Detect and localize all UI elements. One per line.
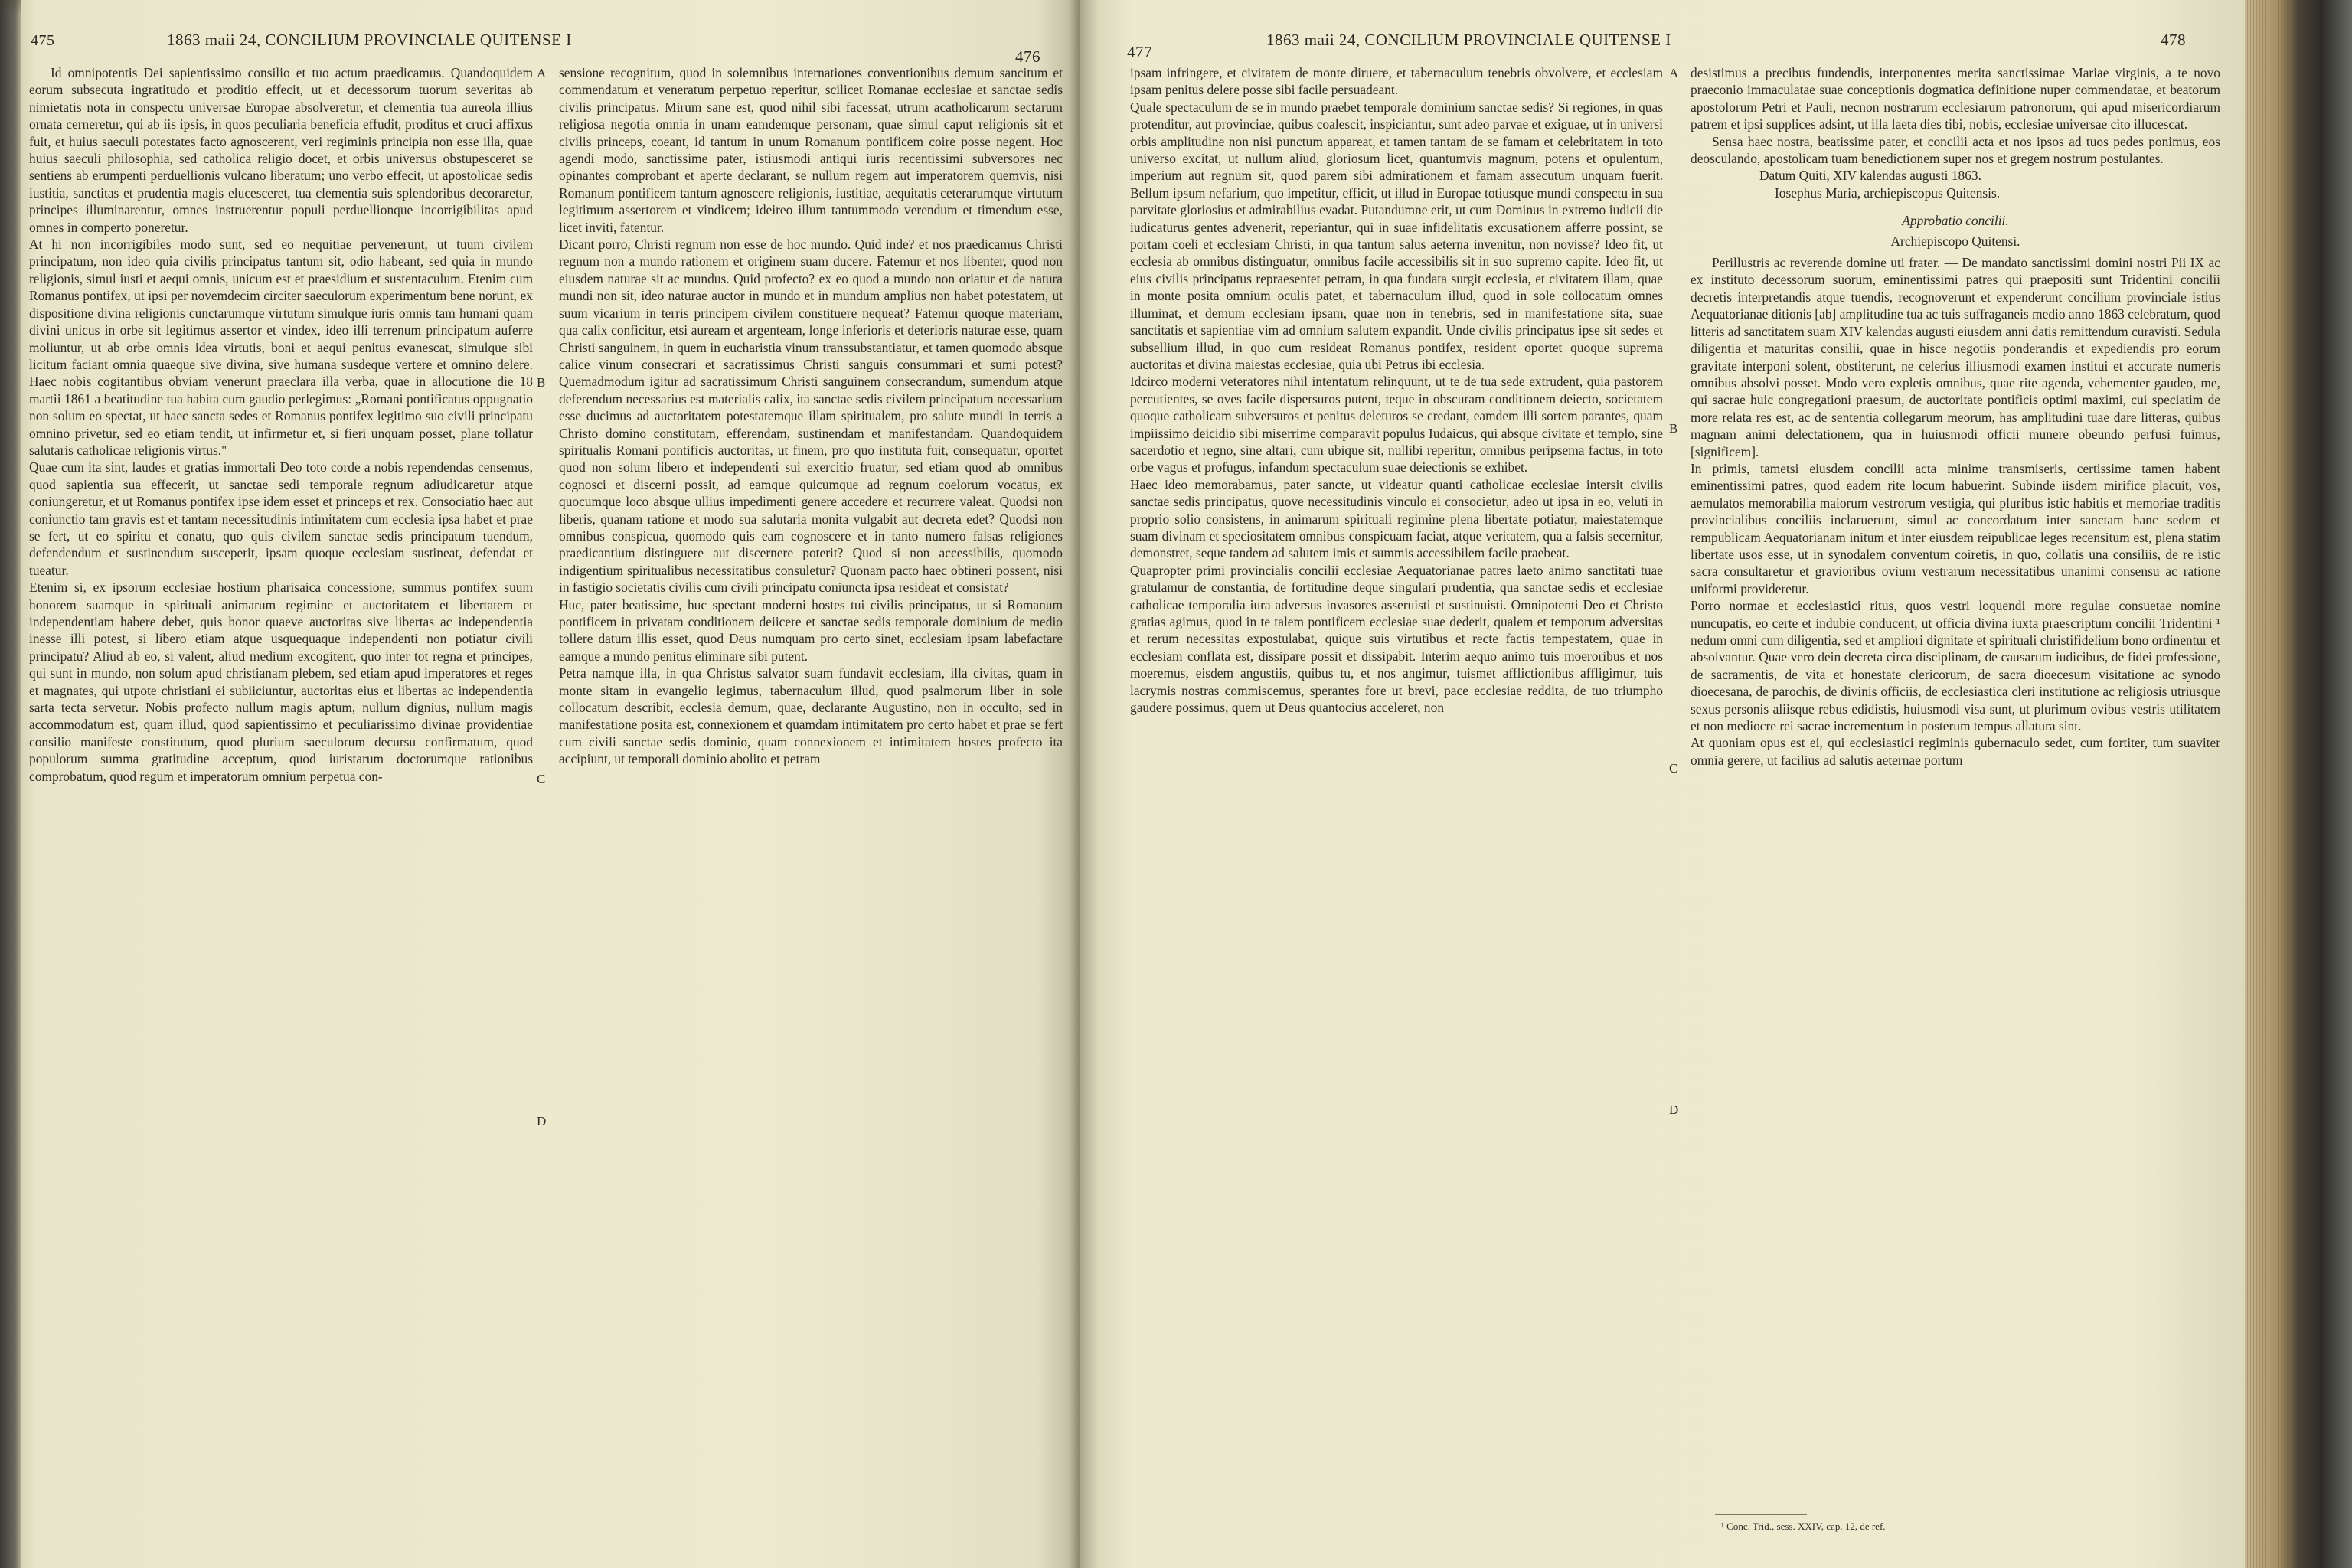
page-number-476: 476	[1015, 47, 1040, 66]
margin-marker-a: A	[1669, 66, 1679, 80]
addressee: Archiepiscopo Quitensi.	[1890, 233, 2020, 249]
text-block: Perillustris ac reverende domine uti frater. — De mandato sanctissimi domini nostri Pii IX ac ex instituto decessorum suorum, eminentissimi patres qui praepositi sunt Tridentini concilii decretis interpretandis atque tuendis, recognoverunt et expenderunt concilium provinciale istius Aequatorianae ditionis [ab] amplitudine tua ac tuis suffraganeis medio anno 1863 celebratum, quod litteris ad sanctitatem suam XIV kalendas augusti eiusdem anni datis remittendum curavisti. Sedula diligentia et maturitas consilii, quae in hisce negotiis ponderandis et expediendis pro eorum gravitate interponi solent, obstiterunt, ne celerius illiusmodi examen institui et accurate numeris omnibus absolvi posset. Modo vero expletis omnibus, quae rite agenda, vehementer gaudeo, me, qui sacrae huic congregationi praesum, de auctoritate pontificis optimi maximi, cui speciatim de more relata res est, ac de sententia collegarum meorum, has amplitudini tuae dare litteras, quibus magnam animi delectationem, qua in huiusmodi officii munere obeundo perfusi fuimus, [significem]. In primis, tametsi eiusdem concilii acta minime transmiseris, certissime tamen habent eminentissimi patres, quod eadem rite locum habuerint. Subinde iisdem mirifice placuit, vos, aemulatos memorabilia maiorum vestrorum vestigia, qui pluribus istic habitis et memoriae traditis provincialibus conciliis inclaruerunt, simul ac concordatum inter sanctam hanc sedem et rempublicam Aequatorianam initum et inter eiusdem reipublicae leges recensitum est, plena statim libertate usos esse, ut in synodalem conventum coiretis, in quo, collatis una consiliis, de re istic sacra consultaretur et gravioribus ovium vestrarum necessitatibus unanimi consensu ac ratione uniformi provideretur. Porro normae et ecclesiastici ritus, quos vestri loquendi more regulae consuetae nomine nuncupatis, eo certe et indubie conducent, ut officia divina iuxta praescriptum concilii Tridentini ¹ nedum omni cum diligentia, sed et ampliori dignitate et spirituali christifidelium bono ordinentur et absolvantur. Quae vero dein decreta circa disciplinam, de causarum iudicibus, de fidei professione, de sacramentis, de vita et honestate clericorum, de sacra dioecesum visitatione ac synodo dioecesana, de parochis, de divinis officiis, de ecclesiastica cleri institutione ac religiosis utriusque sexus personis aliisque rebus edidistis, huiusmodi visa sunt, ut plurimum ovibus vestris utilitatem et non mediocre rei sacrae incrementum in posterum tempus allatura sint. At quoniam opus est ei, qui ecclesiastici regiminis gubernaculo sedet, cum fortiter, tum suaviter omnia gerere, ut facilius ad salutis aeternae portum	[1690, 255, 2220, 768]
page-number-475: 475	[31, 32, 55, 49]
margin-marker-a: A	[537, 66, 547, 80]
left-page-column-b	[559, 64, 1063, 768]
signature-line: Iosephus Maria, archiepiscopus Quitensis.	[1775, 185, 2001, 201]
footnote-rule	[1715, 1514, 1807, 1515]
page-number-477: 477	[1127, 43, 1152, 61]
date-line: Datum Quiti, XIV kalendas augusti 1863.	[1759, 168, 1981, 184]
right-page	[1080, 0, 2251, 1568]
left-page-running-title: 1863 maii 24, CONCILIUM PROVINCIALE QUITENSE I	[167, 31, 572, 49]
page-edge-lines	[2247, 0, 2289, 1568]
margin-marker-c: C	[537, 772, 546, 786]
left-page-header	[31, 31, 55, 50]
text-block: ipsam infringere, et civitatem de monte diruere, et tabernaculum tenebris obvolvere, et ecclesiam ipsam penitus delere posse sibi facile persuadeant. Quale spectaculum de se in mundo praebet temporale dominium sanctae sedis? Si regiones, in quas protenditur, aut provinciae, quibus coalescit, inspiciantur, sunt adeo parvae et exiguae, ut in universi orbis amplitudine non nisi punctum appareat, et tamen tantam de se famam et celebritatem in toto universo excitat, ut nullum aliud, gloriosum licet, quantumvis magnum, potens et opulentum, imperium aut regnum sit, quod parem sibi admirationem et famam assecutum unquam fuerit. Bellum ipsum nefarium, quo impetitur, efficit, ut illud in Europae totiusque mundi conspectu in sua parvitate gloriosius et admirabilius evadat. Putandumne erit, ut cum Dominus in extremo iudicii die iudicaturus gentes advenerit, reperiantur, qui in suae infidelitatis excusationem afferre possint, se portam coeli et ecclesiam Christi, in qua tantum salus aeterna invenitur, non novisse? Ideo fit, ut ecclesia ab omnibus distinguatur, omnibus facile accessibilis sit in suo supremo capite. Ideo fit, ut eius civilis principatus repraesentet petram, in qua fundata surgit ecclesia, et civitatem illam, quae in monte posita omnium oculis patet, et tabernaculum illud, quod in sole collocatum omnes illuminat, et demum ecclesiam ipsam, quae non in tenebris, sed in manifestatione sita, suae sanctitatis et sapientiae vim ad omnium salutem expandit. Unde civilis principatus ipse sit sedes et subsellium illud, in quo cum resideat Romanus pontifex, resident oportet quoque suprema auctoritas et divina maiestas ecclesiae, quia ubi Petrus ibi ecclesia. Idcirco moderni veteratores nihil intentatum relinquunt, ut te de tua sede extrudent, quia pastorem percutientes, se oves facile dispersuros putent, teque in obscuram conditionem deiecto, societatem quoque catholicam subversuros et penitus deleturos se credant, eamdem illi sortem parantes, quam impiissimo deicidio sibi miserrime comparavit populus Iudaicus, qui absque civitate et templo, sine sacerdotio et regno, sine altari, cum ubique sit, nullibi reperitur, omnibus peripsema factus, in toto orbe vagus et profugus, infandum spectaculum suae deiectionis se exhibet. Haec ideo memorabamus, pater sancte, ut videatur quanti catholicae ecclesiae intersit civilis sanctae sedis principatus, quove necessitudinis vinculo ei consocietur, adeo ut ipsa in eo, veluti in proprio solio consistens, in animarum spirituali regimine plena libertate potiatur, maiestatemque suam divinam et speciositatem omnibus conspicuam faciat, atque veritatem, qua a falsis secernitur, demonstret, seque tandem ad salutem imis et summis accessibilem facile praebeat. Quapropter primi provincialis concilii ecclesiae Aequatorianae patres laeto animo sanctitati tuae gratulamur de constantia, de fortitudine deque singulari prudentia, qua sanctae sedis et ecclesiae catholicae temporalia iura adversus invasores asseruisti et sustinuisti. Omnipotenti Deo et Christo gratias agimus, quod in te talem pontificem ecclesiae suae dederit, qualem et temporum adversitas et rerum necessitas expostulabat, quique suis virtutibus et recte factis tempestatem, quae in ecclesiam conflata est, dissipare possit et dissipabit. Interim aequo animo tuis moeroribus et nos moeremus, eisdem angustiis, quibus tu, et nos angimur, tuismet afflictionibus affligimur, tuis lacrymis nostras commiscemus, sperantes fore ut brevi, pace ecclesiae reddita, de tuo triumpho gaudere possimus, quem ut Deus quantocius acceleret, non	[1130, 65, 1663, 716]
page-number-478: 478	[2161, 31, 2186, 49]
left-page	[21, 0, 1080, 1568]
right-page-column-a	[1130, 64, 1663, 716]
margin-marker-b: B	[537, 375, 546, 390]
margin-marker-d: D	[537, 1114, 547, 1129]
right-page-running-title: 1863 maii 24, CONCILIUM PROVINCIALE QUITENSE I	[1266, 31, 1671, 49]
footnote: ¹ Conc. Trid., sess. XXIV, cap. 12, de ref.	[1721, 1521, 1886, 1532]
left-page-column-a	[29, 64, 533, 785]
text-block: sensione recognitum, quod in solemnibus internationes conventionibus demum sancitum et commendatum et veneratum perpetuo reperitur, scilicet Romanae ecclesiae et sanctae sedis civilis principatus. Mirum sane est, quod nihil sibi facessat, utrum acatholicarum sectarum religiosa negotia omnia in unam eamdemque personam, quae simul caput religionis sit et civilis princeps, coeant, id tantum in unum Romanum pontificem coire posse negent. Hoc agendi modo, sanctissime pater, istiusmodi antiqui iuris recentissimi subversores nec opinantes comprobant et aperte declarant, se nullum regem aut imperatorem quemvis, nisi Romanum pontificem tantum agnoscere religionis, iustitiae, aequitatis ceterarumque virtutum legitimum assertorem et vindicem; ideireo illum tantummodo verendum et timendum esse, licet inviti, fatentur. Dicant porro, Christi regnum non esse de hoc mundo. Quid inde? et nos praedicamus Christi regnum non a mundo rationem et originem suam ducere. Fatemur et nos libenter, quod non eiusdem naturae sit ac mundus. Quid profecto? ex eo quod a mundo non oriatur et de natura mundi non sit, ideo naturae auctor in mundo et in mundum amplius non habet potestatem, ut suum vicarium in terris principem civilem constituere nequeat? Fatemur quoque materiam, qua calix conficitur, etsi auream et argenteam, longe inferioris et deterioris naturae esse, quam Christi sanguinem, in quem in eucharistia vinum transsubstantiatur, et tamen quomodo absque calice vinum consecrari et sacratissimus Christi sanguis consummari et sumi potest? Quemadmodum igitur ad sacratissimum Christi sanguinem consecrandum, sumendum atque deferendum necessarius est materialis calix, ita sanctae sedis civilem principatum necessarium esse ducimus ad auctoritatem potestatemque illam spiritualem, pro salute mundi in terris a Christo domino constitutam, efferendam, sustinendam et manifestandam. Quandoquidem spiritualis Romani pontificis auctoritas, ut finem, pro quo instituta fuit, consequatur, oportet quod non solum libero et independenti sui exercitio fruatur, sed etiam quod ab omnibus cognosci et discerni possit, ad eamque quicumque ad regnum coelorum vocatus, ex quocumque loco absque ullius impedimenti genere accedere et recurrere valeat. Quodsi non liberis, quanam ratione et modo sua salutaria monita vulgabit aut decreta edet? Quodsi non omnibus conspicua, quomodo quis eam cognoscere et in tanto numero falsas religiones praedicantium distinguere aut discernere poterit? Quod si non accessibilis, quomodo indigentium spiritualibus necessitatibus consuletur? Quonam pacto haec obtineri possent, nisi in fastigio societatis civilis cum civili principatu coniuncta ipsa resideat et consistat? Huc, pater beatissime, huc spectant moderni hostes tui civilis principatus, ut si Romanum pontificem in privatam conditionem deiicere et sanctae sedis temporale dominium de medio tollere datum illis esset, quod Deus numquam pro certo sinet, ecclesiam ipsam labefactare eamque a mundo penitus eliminare sibi putent. Petra namque illa, in qua Christus salvator suam fundavit ecclesiam, illa civitas, quam in monte sitam in evangelio legimus, tabernaculum illud, quod psalmorum liber in sole collocatum describit, ecclesia demum, quae, declarante Augustino, non in occulto, sed in manifestatione posita est, connexionem et quamdam intimitatem pro certo habet et prae se fert cum civili sanctae sedis dominio, quam connexionem et intimitatem hostes profecto ita accipiunt, ut temporali dominio abolito et petram	[559, 65, 1063, 767]
margin-marker-c: C	[1669, 761, 1678, 776]
margin-marker-d: D	[1669, 1102, 1679, 1117]
text-block: Id omnipotentis Dei sapientissimo consilio et tuo actum praedicamus. Quandoquidem eorum subsecuta ingratitudo et proditio effecit, ut et decessorum tuorum severitas ab nimietatis nota in conspectu universae Europae absolveretur, et clementia tua aureola illius ornata cerneretur, qui ab iis ipsis, in quos peculiaria beneficia effudit, proditus et cruci affixus fuit, et huius saeculi potestates facto agnoscerent, veri regiminis principia non esse illa, quae huius saeculi philosophia, sed catholica religio docet, et orbis universus obstupesceret se sentiens ab erumpenti perduellionis vulcano liberatum; uno verbo effecit, ut apostolicae sedis iustitia, sanctitas et prudentia magis elucesceret, tua clementia suis splendoribus decoraretur, principes illuminarentur, omnes instruerentur populi perduellionque incorrigibilitas apud omnes in comperto poneretur. At hi non incorrigibiles modo sunt, sed eo nequitiae pervenerunt, ut tuum civilem principatum, non ideo quia civilis principatus tantum sit, odio habeant, sed quia in mundo religionis, simul iusti et aequi omnis, unicum est et praesidium et sustentaculum. Etenim cum Romanus pontifex, ut ipsi per novemdecim circiter saeculorum experimentum bene norunt, ex dispositione divina religionis cunctarumque virtutum simulque iuris omnis tam humani quam divini unicus in orbe sit legitimus assertor et vindex, ideo illi terrenum principatum auferre moliuntur, ut ab orbe omnis idea virtutis, boni et aequi penitus evanescat, simulque sibi licitum faciant omnia quaeque sive divina, sive humana susdeque vertere et omnino delere. Haec nobis cogitantibus obviam venerunt praeclara illa verba, quae in allocutione die 18 martii 1861 a beatitudine tua habita cum gaudio perlegimus: „Romani pontificatus oppugnatio non solum eo spectat, ut haec sancta sedes et Romanus pontifex legitimo suo civili principatu omnino privetur, sed eo etiam tendit, ut infirmetur et, si fieri unquam posset, plane tollatur salutaris catholicae religionis virtus." Quae cum ita sint, laudes et gratias immortali Deo toto corde a nobis rependendas censemus, quod sapientia sua effecerit, ut sanctae sedi temporale regnum adiudicaretur atque coniungeretur, et ut Romanus pontifex ipse idem esset et princeps et rex. Consociatio haec aut coniunctio tam gravis est et tantam necessitudinis intimitatem cum ecclesia ipsa habet et prae se fert, ut eo spiritu et conatu, quo quis civilem sanctae sedis principatum tuendum, defendendum et sustinendum susceperit, ipsam quoque ecclesiam sustineat, defendat et tueatur. Etenim si, ex ipsorum ecclesiae hostium pharisaica concessione, summus pontifex suum honorem suamque in spirituali animarum regimine et auctoritatem et libertatem et independentiam habere debet, quis honor quaeve auctoritas sive libertas ac independentia inesse illi potest, si libero etiam atque usquequaque independenti non potiatur civili principatu? Aliud ab eo, si valent, aliud medium excogitent, quo inter tot regna et principes, qui sunt in mundo, non solum apud christianam plebem, sed etiam apud imperatores et reges et magnates, qui utpote christiani ei subiiciuntur, auctoritas eius et libertas ac independentia sarta tecta servetur. Nobis profecto nullum magis aptum, nullum dignius, nullum magis accommodatum est, quam illud, quod sapientissimo et peculiarissimo divinae providentiae consilio manifeste constitutum, quod plurium saeculorum decursu confirmatum, quod populorum summa gratitudine acceptum, quod iuristarum doctorumque rationibus comprobatum, quod regum et imperatorum omnium perpetua con-	[29, 65, 533, 784]
section-title: Approbatio concilii.	[1902, 213, 2009, 229]
text-block: desistimus a precibus fundendis, interponentes merita sanctissimae Mariae virginis, a te novo praeconio immaculatae suae conceptionis dogmatica definitione nuper commendatae, et beatorum apostolorum Petri et Pauli, necnon nostrarum ecclesiarum patronorum, qui apud misericordiarum patrem et ipsi supplices adsint, ut illa laeta dies tibi, nobis, ecclesiae universae cito illucescat.	[1690, 65, 2220, 132]
margin-marker-b: B	[1669, 421, 1678, 436]
right-page-column-b	[1690, 64, 2220, 769]
text-block: Sensa haec nostra, beatissime pater, et concilii acta et nos ipsos ad tuos pedes ponimus, eos deosculando, apostolicam tuam benedictionem super nos et gregem nostrum postulantes.	[1690, 133, 2220, 167]
